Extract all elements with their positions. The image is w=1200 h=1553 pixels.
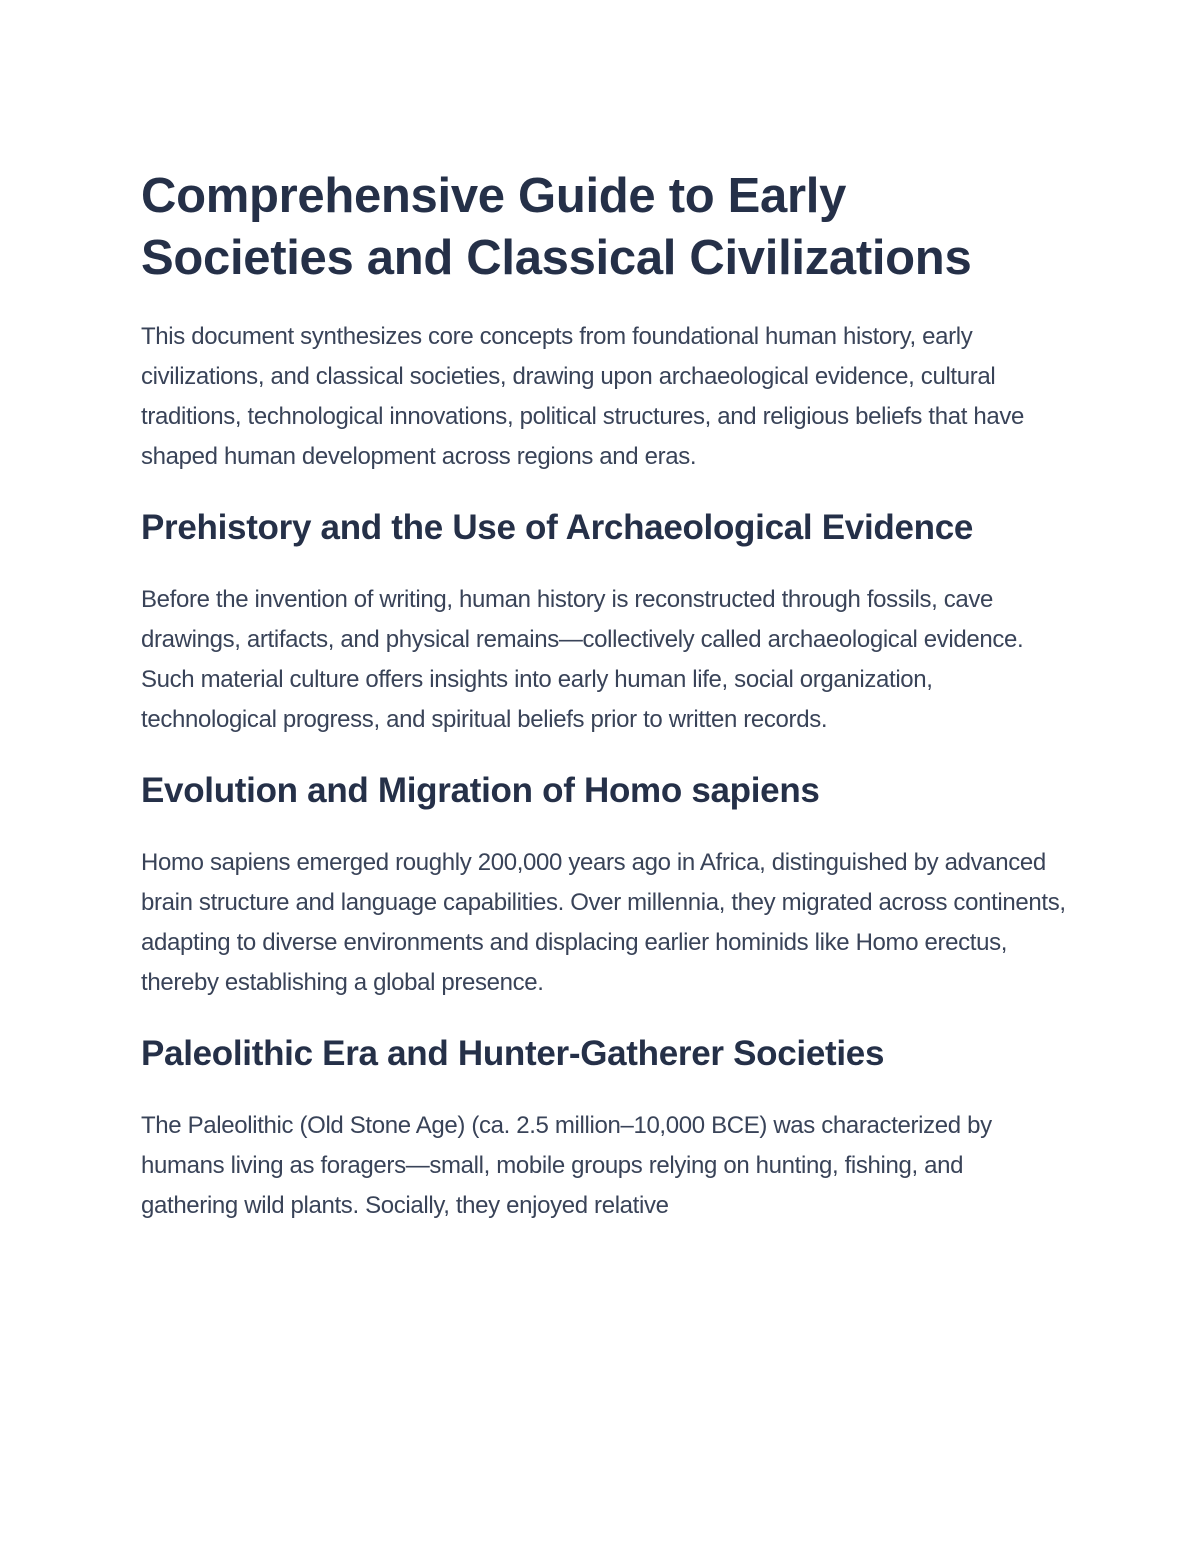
- document-page: [141, 165, 1066, 1248]
- document-title: Comprehensive Guide to Early Societies and Classical Civilizations: [141, 169, 972, 285]
- section-body-paleolithic: The Paleolithic (Old Stone Age) (ca. 2.5 million–10,000 BCE) was characterized by humans living as foragers—small, mobile groups relying on hunting, fishing, and gathering wild plants. Socially, they enjoyed relative: [141, 1112, 992, 1219]
- section-body-prehistory: Before the invention of writing, human history is reconstructed through fossils, cave drawings, artifacts, and physical remains—collectively called archaeological evidence. Such material culture offers insights into early human life, social organization, technological progress, and spiritual beliefs prior to written records.: [141, 586, 1024, 733]
- intro-paragraph: This document synthesizes core concepts from foundational human history, early civilizations, and classical societies, drawing upon archaeological evidence, cultural traditions, technological innovations, political structures, and religious beliefs that have shaped human development across regions and eras.: [141, 323, 1024, 470]
- section-heading-paleolithic: Paleolithic Era and Hunter-Gatherer Societies: [141, 1034, 885, 1073]
- section-heading-homo-sapiens: Evolution and Migration of Homo sapiens: [141, 771, 820, 810]
- section-body-homo-sapiens: Homo sapiens emerged roughly 200,000 years ago in Africa, distinguished by advanced brain structure and language capabilities. Over millennia, they migrated across continents, adapting to diverse environments and displacing earlier hominids like Homo erectus, thereby establishing a global presence.: [141, 849, 1066, 996]
- section-heading-prehistory: Prehistory and the Use of Archaeological Evidence: [141, 508, 974, 547]
